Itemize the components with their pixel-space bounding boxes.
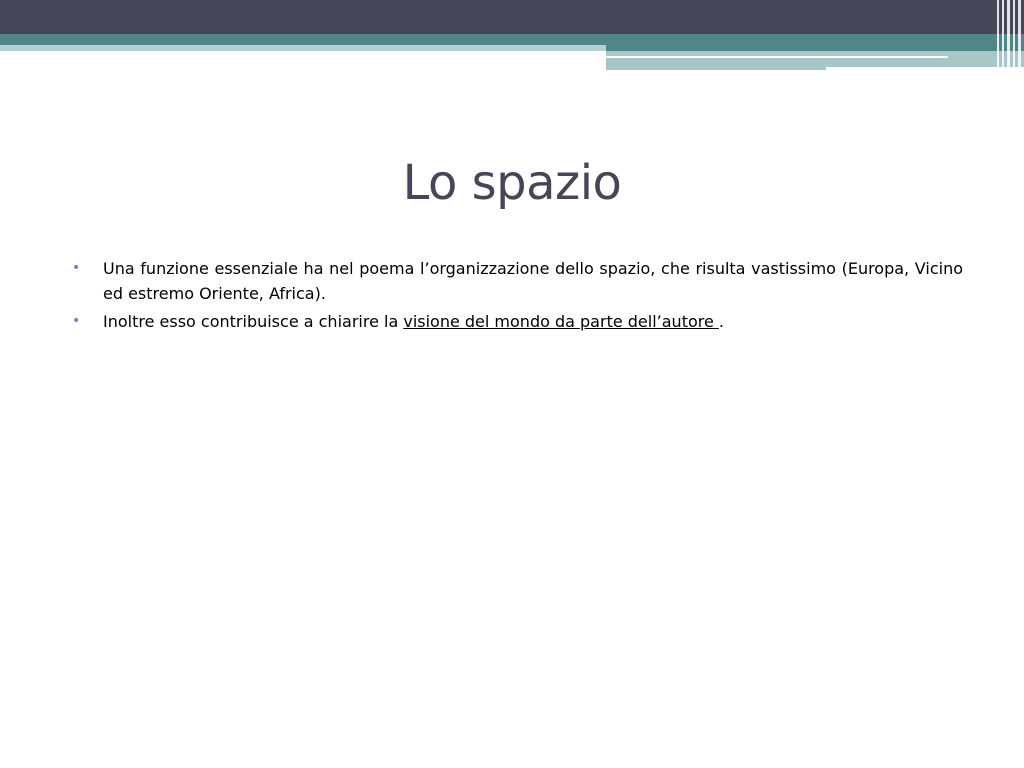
- bullet-text: Una funzione essenziale ha nel poema l’organizzazione dello spazio, che risulta vastissimo (Europa, Vicino ed estremo Oriente, Africa).: [103, 259, 963, 303]
- bullet-text-before: Inoltre esso contribuisce a chiarire la: [103, 312, 404, 331]
- bullet-text-after: .: [718, 312, 724, 331]
- bullet-icon: •: [72, 260, 81, 276]
- list-item: [72, 256, 963, 306]
- header-band-right-under: [606, 67, 826, 70]
- header-band-white-line: [606, 56, 948, 58]
- worldview-link[interactable]: visione del mondo da parte dell’autore: [403, 312, 719, 331]
- header-band-right-light: [606, 51, 1024, 67]
- bullet-icon: •: [72, 313, 81, 329]
- list-item: [72, 309, 963, 334]
- header-band-light-left: [0, 45, 606, 51]
- bullet-list: [72, 256, 963, 337]
- header-vertical-stripes: [994, 0, 1024, 70]
- header-band-teal: [0, 34, 1024, 45]
- header-band-dark: [0, 0, 1024, 34]
- slide-title: Lo spazio: [402, 155, 622, 211]
